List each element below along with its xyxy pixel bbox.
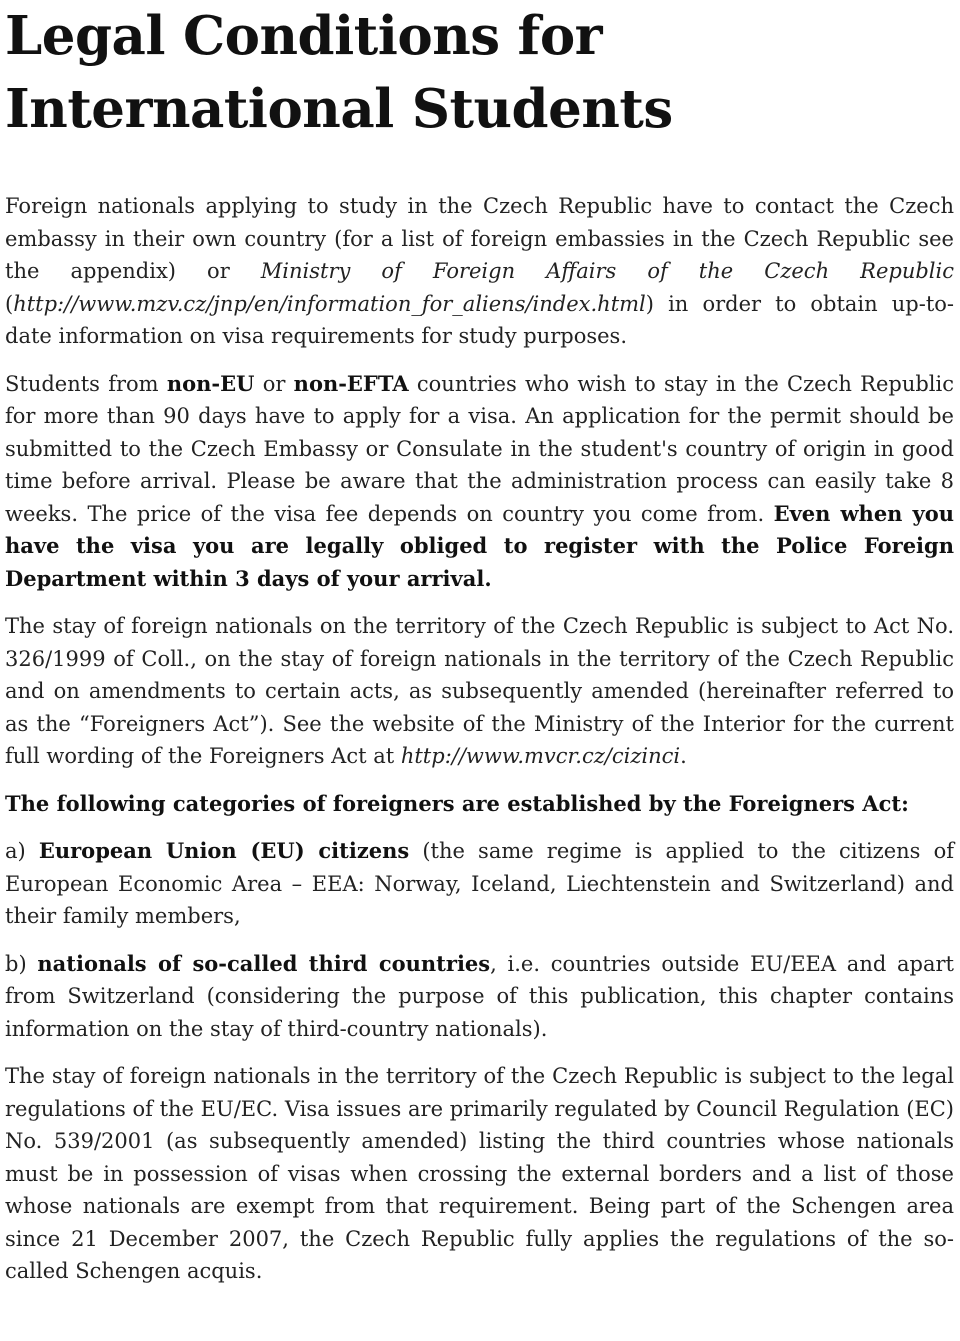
ministry-name: Ministry of Foreign Affairs of the Czech Republic	[260, 259, 954, 283]
registration-warning: Even when you have the visa you are legally obliged to register with the Police Foreign Department within 3 days of your arrival.	[5, 500, 954, 591]
ministry-url-link[interactable]: http://www.mzv.cz/jnp/en/information_for_aliens/index.html	[13, 291, 646, 316]
emphasis-non-eu: non-EU	[166, 370, 255, 396]
list-marker: a)	[5, 839, 39, 863]
list-item-text: (the same regime is applied to the citizens of European Economic Area – EEA: Norway, Iceland, Liechtenstein and Switzerland) and their family members,	[5, 839, 954, 928]
page-title-line-2: International Students	[5, 78, 673, 140]
paragraph-text: The stay of foreign nationals on the territory of the Czech Republic is subject to Act No. 326/1999 of Coll., on the stay of foreign nationals in the territory of the Czech Republic and on amendments to certain acts, as subsequently amended (hereinafter referred to as the “Foreigners Act”). See the website of the Ministry of the Interior for the current full wording of the Foreigners Act at	[5, 614, 954, 768]
paragraph-eu-regulations	[5, 1060, 954, 1288]
interior-ministry-url-link[interactable]: http://www.mvcr.cz/cizinci	[400, 744, 681, 768]
paragraph-text: Students from	[5, 371, 167, 396]
categories-heading	[5, 788, 954, 821]
paragraph-foreigners-act	[5, 610, 954, 773]
list-item-term: European Union (EU) citizens	[38, 838, 410, 863]
list-marker: b)	[5, 951, 38, 976]
paragraph-text: or	[254, 371, 294, 396]
list-item-eu-citizens	[5, 835, 954, 933]
paragraph-text: ) in order to obtain up-to-date information on visa requirements for study purposes.	[5, 291, 954, 348]
page-title	[5, 0, 954, 146]
paragraph-text: .	[680, 744, 687, 768]
paragraph-embassy-contact	[5, 190, 954, 353]
page-title-line-1: Legal Conditions for	[5, 5, 603, 67]
paragraph-visa-requirements	[5, 368, 954, 596]
paragraph-text: The stay of foreign nationals in the territory of the Czech Republic is subject to the legal regulations of the EU/EC. Visa issues are primarily regulated by Council Regulation (EC) No. 539/2001 (as subsequently amended) listing the third countries whose nationals must be in possession of visas when crossing the external borders and a list of those whose nationals are exempt from that requirement. Being part of the Schengen area since 21 December 2007, the Czech Republic fully applies the regulations of the so-called Schengen acquis.	[5, 1064, 954, 1283]
paragraph-text: Foreign nationals applying to study in the Czech Republic have to contact the Czech embassy in their own country (for a list of foreign embassies in the Czech Republic see the appendix) or	[5, 194, 954, 283]
paragraph-text: (	[5, 291, 14, 316]
emphasis-non-efta: non-EFTA	[293, 370, 409, 396]
list-item-term: nationals of so-called third countries	[37, 950, 491, 976]
list-item-third-countries	[5, 948, 954, 1046]
list-item-text: , i.e. countries outside EU/EEA and apart from Switzerland (considering the purpose of this publication, this chapter contains information on the stay of third-country nationals).	[5, 951, 954, 1041]
categories-heading-text: The following categories of foreigners are established by the Foreigners Act:	[5, 790, 909, 816]
paragraph-text: countries who wish to stay in the Czech Republic for more than 90 days have to apply for a visa. An application for the permit should be submitted to the Czech Embassy or Consulate in the student's country of origin in good time before arrival. Please be aware that the administration process can easily take 8 weeks. The price of the visa fee depends on country you come from.	[5, 371, 954, 526]
